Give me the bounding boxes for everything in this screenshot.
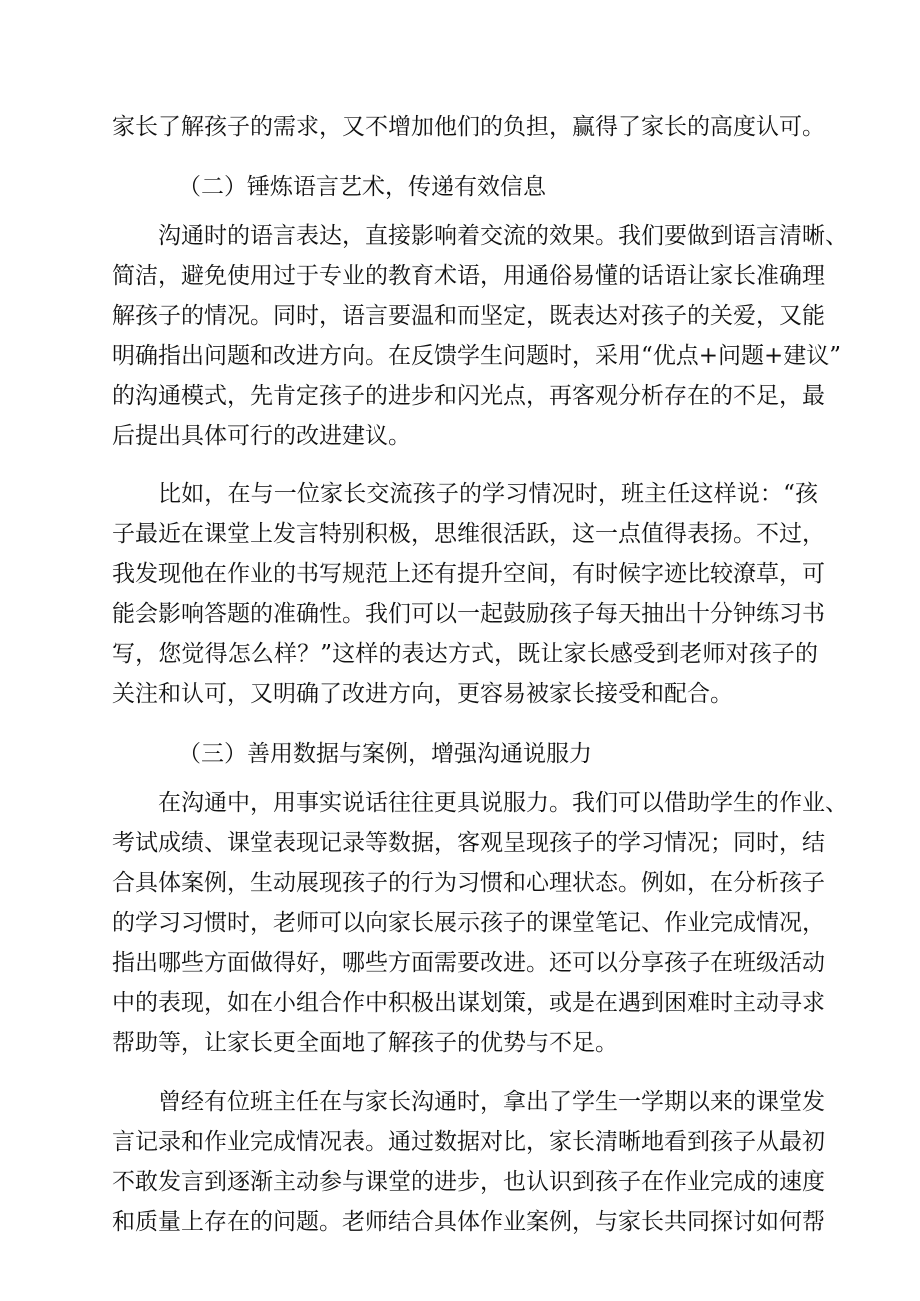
section-heading: （三）善用数据与案例，增强沟通说服力 [178, 741, 592, 767]
text-line: 后提出具体可行的改进建议。 [112, 423, 411, 449]
text-line: 沟通时的语言表达，直接影响着交流的效果。我们要做到语言清晰、 [158, 223, 848, 249]
text-line: 考试成绩、课堂表现记录等数据，客观呈现孩子的学习情况；同时，结 [112, 830, 825, 856]
text-line: 中的表现，如在小组合作中积极出谋划策，或是在遇到困难时主动寻求 [112, 990, 825, 1016]
text-line: 曾经有位班主任在与家长沟通时，拿出了学生一学期以来的课堂发 [158, 1089, 825, 1115]
text-line: 家长了解孩子的需求，又不增加他们的负担，赢得了家长的高度认可。 [112, 114, 825, 140]
text-line: 简洁，避免使用过于专业的教育术语，用通俗易懂的话语让家长准确理 [112, 263, 825, 289]
text-line: 解孩子的情况。同时，语言要温和而坚定，既表达对孩子的关爱，又能 [112, 303, 825, 329]
text-line: 在沟通中，用事实说话往往更具说服力。我们可以借助学生的作业、 [158, 790, 848, 816]
section-heading: （二）锤炼语言艺术，传递有效信息 [178, 174, 546, 200]
text-line: 合具体案例，生动展现孩子的行为习惯和心理状态。例如，在分析孩子 [112, 870, 825, 896]
text-line: 我发现他在作业的书写规范上还有提升空间，有时候字迹比较潦草，可 [112, 561, 825, 587]
text-line: 明确指出问题和改进方向。在反馈学生问题时，采用“优点+问题+建议” [112, 343, 842, 369]
text-line: 子最近在课堂上发言特别积极，思维很活跃，这一点值得表扬。不过， [112, 521, 825, 547]
text-line: 指出哪些方面做得好，哪些方面需要改进。还可以分享孩子在班级活动 [112, 950, 825, 976]
text-line: 帮助等，让家长更全面地了解孩子的优势与不足。 [112, 1030, 618, 1056]
text-line: 不敢发言到逐渐主动参与课堂的进步，也认识到孩子在作业完成的速度 [112, 1169, 825, 1195]
text-line: 言记录和作业完成情况表。通过数据对比，家长清晰地看到孩子从最初 [112, 1129, 825, 1155]
text-line: 关注和认可，又明确了改进方向，更容易被家长接受和配合。 [112, 681, 733, 707]
text-line: 写，您觉得怎么样？”这样的表达方式，既让家长感受到老师对孩子的 [112, 641, 818, 667]
text-line: 的学习习惯时，老师可以向家长展示孩子的课堂笔记、作业完成情况， [112, 910, 825, 936]
text-line: 和质量上存在的问题。老师结合具体作业案例，与家长共同探讨如何帮 [112, 1209, 825, 1235]
text-line: 比如，在与一位家长交流孩子的学习情况时，班主任这样说：“孩 [158, 481, 818, 507]
text-line: 的沟通模式，先肯定孩子的进步和闪光点，再客观分析存在的不足，最 [112, 383, 825, 409]
text-line: 能会影响答题的准确性。我们可以一起鼓励孩子每天抽出十分钟练习书 [112, 601, 825, 627]
